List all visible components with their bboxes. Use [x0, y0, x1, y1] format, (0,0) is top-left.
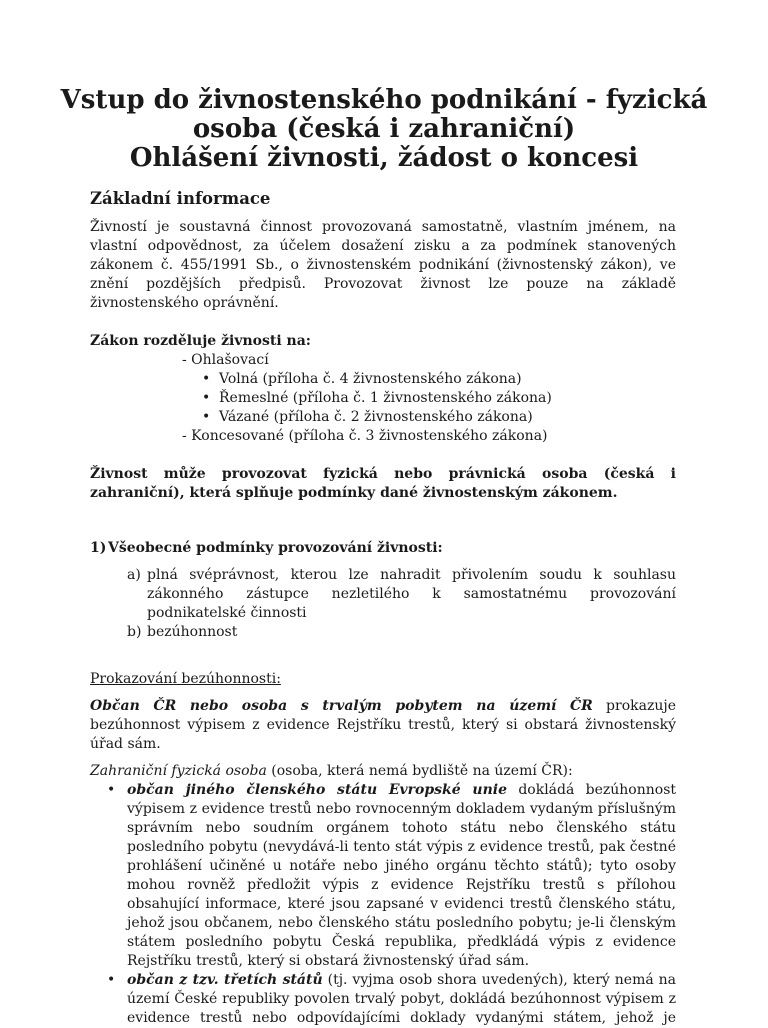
division-subitem: • Řemeslné (příloha č. 1 živnostenského zákona)	[219, 389, 676, 408]
conditions-heading-text: Všeobecné podmínky provozování živnosti:	[108, 540, 443, 556]
division-subitem: • Volná (příloha č. 4 živnostenského zákona)	[219, 370, 676, 389]
proof-eu-item	[90, 781, 676, 971]
proof-third-text: (tj. vyjma osob shora uvedených), který nemá na území České republiky povolen trvalý pobyt, dokládá bezúhonnost výpisem z evidence trestů nebo odpovídajícími doklady vydanými státem, jehož je	[127, 972, 676, 1026]
proof-cz-paragraph	[90, 697, 676, 754]
proof-cz-text: prokazuje bezúhonnost výpisem z evidence Rejstříku trestů, který si obstará živnostenský úřad sám.	[90, 698, 676, 752]
division-subitem: • Vázané (příloha č. 2 živnostenského zákona)	[219, 408, 676, 427]
division-sublist	[90, 370, 676, 427]
document-title	[60, 86, 708, 173]
document-body	[90, 188, 676, 1028]
proof-third-item	[90, 971, 676, 1028]
conditions-item-label: a)	[127, 567, 141, 583]
title-line-1: Vstup do živnostenského podnikání - fyzická	[60, 85, 708, 115]
who-paragraph: Živnost může provozovat fyzická nebo právnická osoba (česká i zahraniční), která splňuje podmínky dané živnostenským zákonem.	[90, 466, 676, 501]
basic-info-heading: Základní informace	[90, 189, 271, 208]
proof-foreign-text: (osoba, která nemá bydliště na území ČR):	[266, 763, 573, 779]
conditions-item	[90, 623, 676, 642]
proof-cz-label: Občan ČR nebo osoba s trvalým pobytem na území ČR	[90, 698, 593, 714]
conditions-item	[90, 566, 676, 623]
proof-foreign-paragraph	[90, 762, 676, 781]
division-item-ohlasovaci: - Ohlašovací	[182, 352, 269, 368]
conditions-item-text: plná svéprávnost, kterou lze nahradit přivolením soudu k souhlasu zákonného zástupce nezletilého k samostatnému provozování podnikatelské činnosti	[147, 567, 676, 621]
title-line-2: osoba (česká i zahraniční)	[192, 114, 576, 144]
title-line-3: Ohlášení živnosti, žádost o koncesi	[129, 143, 639, 173]
conditions-number: 1)	[90, 540, 107, 556]
conditions-item-label: b)	[127, 624, 142, 640]
proof-eu-label: občan jiného členského státu Evropské unie	[127, 782, 507, 798]
basic-info-paragraph: Živností je soustavná činnost provozovaná samostatně, vlastním jménem, na vlastní odpovědnost, za účelem dosažení zisku a za podmínek stanovených zákonem č. 455/1991 Sb., o živnostenském podnikání (živnostenský zákon), ve znění pozdějších předpisů. Provozovat živnost lze pouze na základě živnostenského oprávnění.	[90, 219, 676, 311]
proof-foreign-label: Zahraniční fyzická osoba	[90, 763, 267, 779]
division-heading: Zákon rozděluje živnosti na:	[90, 333, 311, 349]
conditions-heading	[90, 539, 676, 558]
conditions-item-text: bezúhonnost	[147, 624, 238, 640]
division-item-koncesovane: - Koncesované (příloha č. 3 živnostenského zákona)	[182, 428, 548, 444]
proof-heading: Prokazování bezúhonnosti:	[90, 671, 281, 687]
proof-third-label: občan z tzv. třetích států	[127, 972, 323, 988]
proof-eu-text: dokládá bezúhonnost výpisem z evidence trestů nebo rovnocenným dokladem vydaným příslušným správním nebo soudním orgánem tohoto státu nebo členského státu posledního pobytu (nevydává-li tento stát výpis z evidence trestů, pak čestné prohlášení učiněné u notáře nebo jiného orgánu těchto států); tyto osoby mohou rovněž předložit výpis z evidence Rejstříku trestů s přílohou obsahující informace, které jsou zapsané v evidenci trestů členského státu, jehož jsou občanem, nebo členského státu posledního pobytu; je-li členským státem posledního pobytu Česká republika, předkládá výpis z evidence Rejstříku trestů, který si obstará živnostenský úřad sám.	[127, 782, 677, 969]
